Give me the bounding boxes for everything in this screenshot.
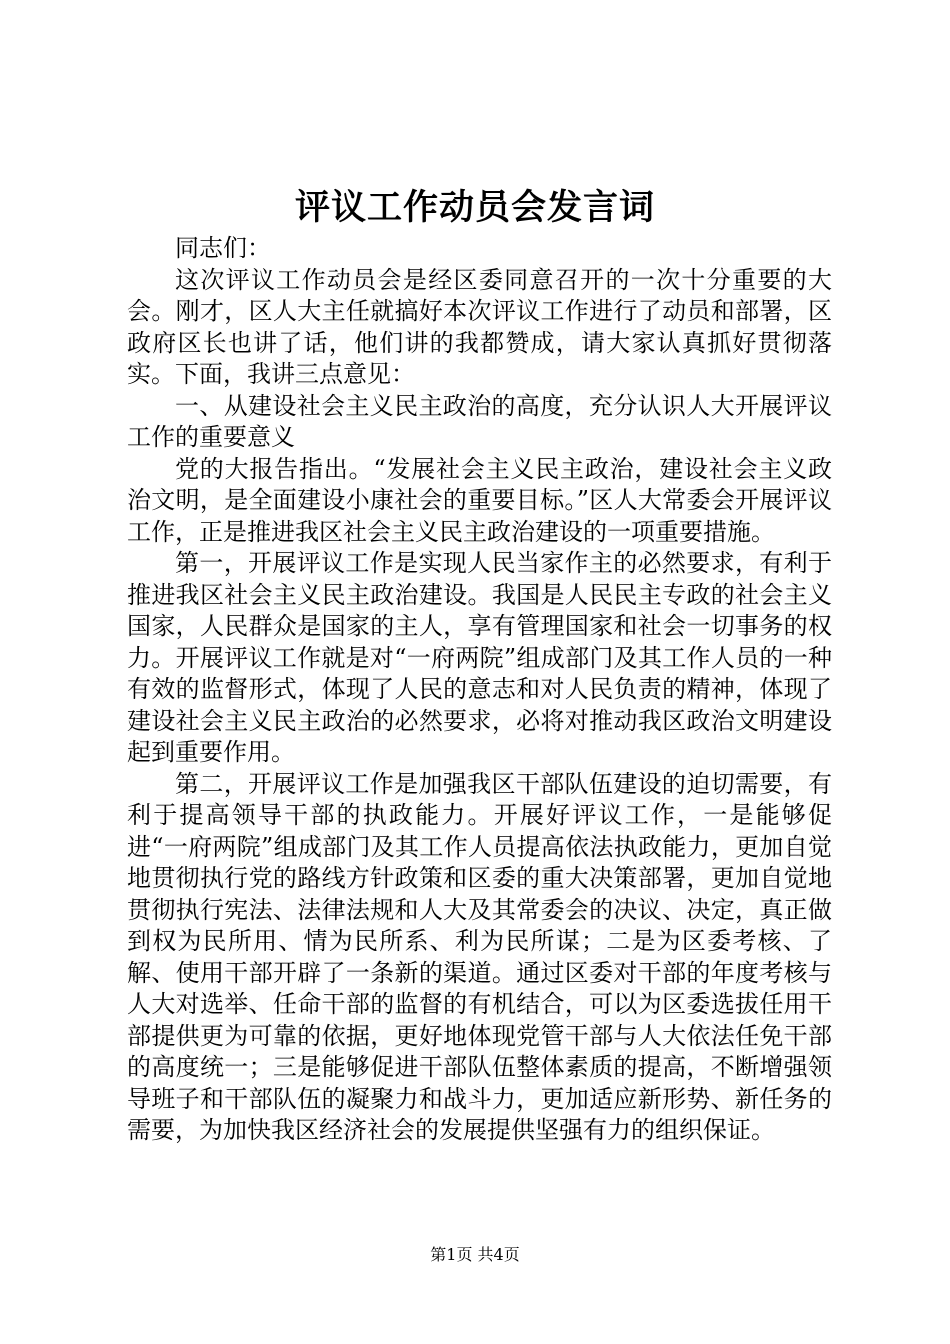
paragraph: 第二，开展评议工作是加强我区干部队伍建设的迫切需要，有利于提高领导干部的执政能力。开展好评议工作，一是能够促进“一府两院”组成部门及其工作人员提高依法执政能力，更加自觉地贯彻执行党的路线方针政策和区委的重大决策部署，更加自觉地贯彻执行宪法、法律法规和人大及其常委会的决议、决定，真正做到权为民所用、情为民所系、利为民所谋；二是为区委考核、了解、使用干部开辟了一条新的渠道。通过区委对干部的年度考核与人大对选举、任命干部的监督的有机结合，可以为区委选拔任用干部提供更为可靠的依据，更好地体现党管干部与人大依法任免干部的高度统一；三是能够促进干部队伍整体素质的提高，不断增强领导班子和干部队伍的凝聚力和战斗力，更加适应新形势、新任务的需要，为加快我区经济社会的发展提供坚强有力的组织保证。 (127, 769, 832, 1144)
paragraph: 第一，开展评议工作是实现人民当家作主的必然要求，有利于推进我区社会主义民主政治建设。我国是人民民主专政的社会主义国家，人民群众是国家的主人，享有管理国家和社会一切事务的权力。开展评议工作就是对“一府两院”组成部门及其工作人员的一种有效的监督形式，体现了人民的意志和对人民负责的精神，体现了建设社会主义民主政治的必然要求，必将对推动我区政治文明建设起到重要作用。 (127, 549, 832, 766)
paragraph-salutation: 同志们： (175, 234, 271, 262)
paragraph: 党的大报告指出。“发展社会主义民主政治，建设社会主义政治文明，是全面建设小康社会的重要目标。”区人大常委会开展评议工作，正是推进我区社会主义民主政治建设的一项重要措施。 (127, 454, 832, 546)
page-title: 评议工作动员会发言词 (294, 187, 655, 228)
page-footer: 第1页 共4页 (430, 1245, 520, 1264)
document-body (127, 233, 832, 1147)
section-heading: 一、从建设社会主义民主政治的高度，充分认识人大开展评议工作的重要意义 (127, 391, 832, 451)
paragraph: 这次评议工作动员会是经区委同意召开的一次十分重要的大会。刚才，区人大主任就搞好本次评议工作进行了动员和部署，区政府区长也讲了话，他们讲的我都赞成，请大家认真抓好贯彻落实。下面，我讲三点意见： (127, 265, 832, 388)
